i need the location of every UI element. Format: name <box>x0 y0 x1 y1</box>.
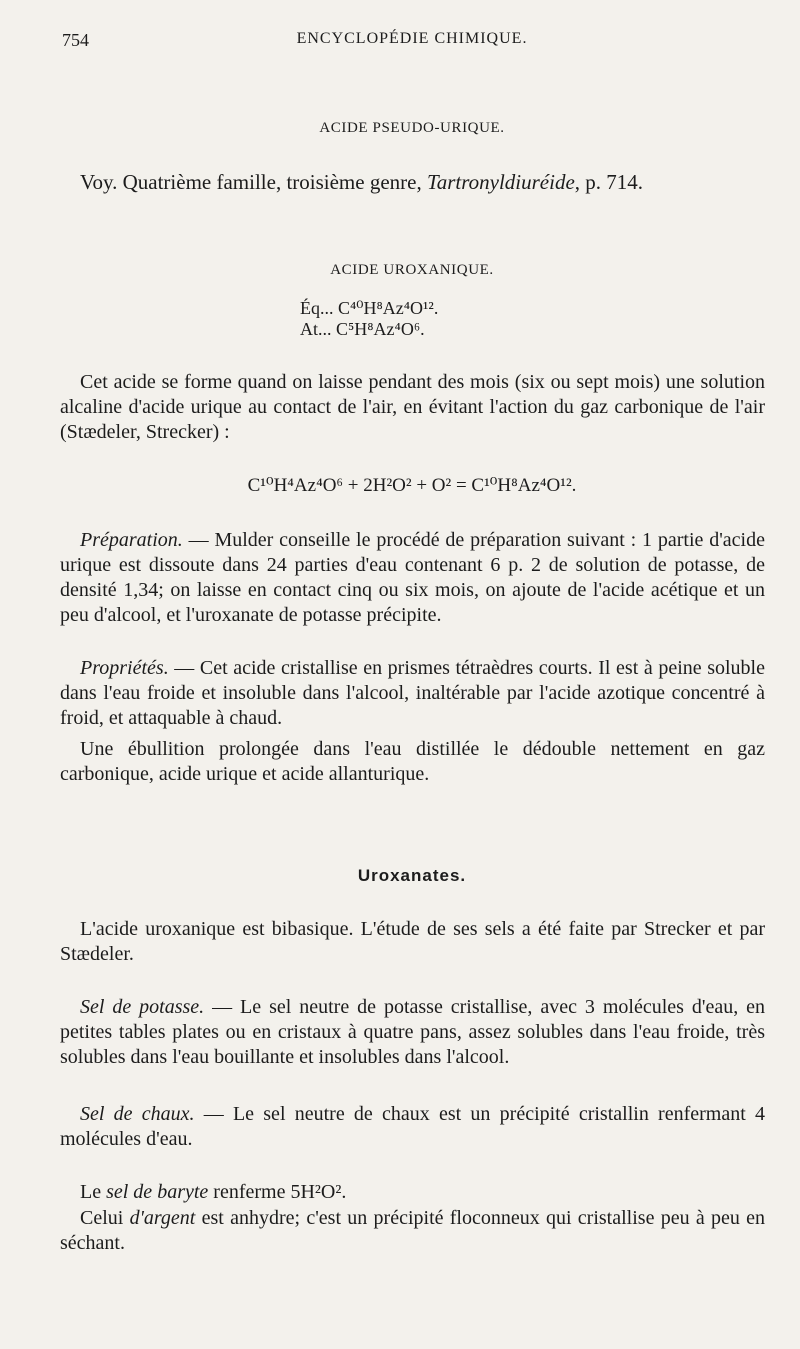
ref-italic: Tartronyldiuréide <box>426 170 575 194</box>
potasse-paragraph <box>60 995 765 1070</box>
uroxanates-intro-text: L'acide uroxanique est bibasique. L'étude de ses sels a été faite par Strecker et par Stædeler. <box>60 918 765 965</box>
proprietes-text: — Cet acide cristallise en prismes tétraèdres courts. Il est à peine soluble dans l'eau froide et insoluble dans l'alcool, inaltérable par l'acide azotique concentré à froid, et attaquable à chaud. <box>60 657 765 729</box>
ref-prefix: Voy. Quatrième famille, troisième genre, <box>80 170 427 194</box>
chaux-label: Sel de chaux. <box>80 1103 195 1125</box>
section-title-uroxanique: ACIDE UROXANIQUE. <box>330 262 494 278</box>
preparation-text: — Mulder conseille le procédé de préparation suivant : 1 partie d'acide urique est dissoute dans 24 parties d'eau contenant 6 p. 2 de solution de potasse, de densité 1,34; on laisse en contact cinq ou six mois, on ajoute de l'acide acétique et un peu d'alcool, et l'uroxanate de potasse précipite. <box>60 529 765 626</box>
chaux-text: — Le sel neutre de chaux est un précipité cristallin renfermant 4 molécules d'eau. <box>60 1103 765 1150</box>
formula-equivalents: Éq... C⁴⁰H⁸Az⁴O¹². <box>300 298 439 318</box>
argent-paragraph <box>60 1206 765 1256</box>
baryte-text: renferme 5H²O². <box>208 1181 347 1203</box>
argent-label: d'argent <box>129 1207 196 1229</box>
subhead-uroxanates: Uroxanates. <box>357 866 467 885</box>
baryte-label: sel de baryte <box>106 1181 209 1203</box>
running-title: ENCYCLOPÉDIE CHIMIQUE. <box>296 30 528 47</box>
proprietes-paragraph <box>60 656 765 731</box>
formula-block <box>300 298 438 340</box>
page-header <box>62 30 762 54</box>
potasse-text: — Le sel neutre de potasse cristallise, avec 3 molécules d'eau, en petites tables plates ou en cristaux à quatre pans, assez solubles dans l'eau froide, très solubles dans l'eau bouillante et insolubles dans l'alcool. <box>60 996 766 1068</box>
ebullition-paragraph <box>60 737 765 787</box>
formula-atoms: At... C⁵H⁸Az⁴O⁶. <box>300 319 425 339</box>
page-number: 754 <box>62 30 89 50</box>
uroxanates-intro-paragraph <box>60 917 765 967</box>
baryte-paragraph <box>60 1180 765 1205</box>
baryte-prefix: Le <box>80 1181 107 1203</box>
potasse-label: Sel de potasse. <box>80 996 205 1018</box>
proprietes-label: Propriétés. <box>80 657 169 679</box>
ebullition-text: Une ébullition prolongée dans l'eau distillée le dédouble nettement en gaz carbonique, acide urique et acide allanturique. <box>60 738 765 785</box>
section-title-pseudo-urique: ACIDE PSEUDO-URIQUE. <box>319 120 505 136</box>
chaux-paragraph <box>60 1102 765 1152</box>
intro-text: Cet acide se forme quand on laisse pendant des mois (six ou sept mois) une solution alcaline d'acide urique au contact de l'air, en évitant l'action du gaz carbonique de l'air (Stædeler, Strecker) : <box>60 371 765 443</box>
preparation-paragraph <box>60 528 765 628</box>
reaction-equation: C¹⁰H⁴Az⁴O⁶ + 2H²O² + O² = C¹⁰H⁸Az⁴O¹². <box>247 475 577 496</box>
ref-suffix: , p. 714. <box>574 170 644 194</box>
cross-reference <box>60 170 765 195</box>
intro-paragraph <box>60 370 765 445</box>
preparation-label: Préparation. <box>80 529 183 551</box>
argent-text: est anhydre; c'est un précipité floconneux qui cristallise peu à peu en séchant. <box>60 1207 765 1254</box>
argent-prefix: Celui <box>80 1207 130 1229</box>
